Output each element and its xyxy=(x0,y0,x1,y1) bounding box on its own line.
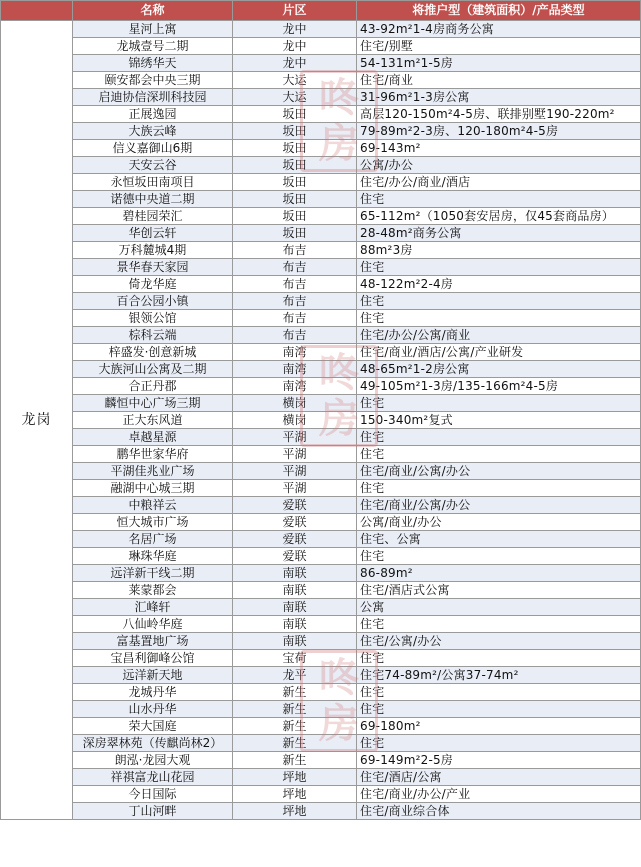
area-cell: 南联 xyxy=(233,582,357,599)
table-row xyxy=(1,361,641,378)
name-cell: 华创云轩 xyxy=(73,225,233,242)
name-cell: 鹏华世家华府 xyxy=(73,446,233,463)
area-cell: 新生 xyxy=(233,735,357,752)
header-district-blank xyxy=(1,1,73,21)
name-cell: 远洋新天地 xyxy=(73,667,233,684)
header-area: 片区 xyxy=(233,1,357,21)
name-cell: 永恒坂田南项目 xyxy=(73,174,233,191)
table-row xyxy=(1,344,641,361)
area-cell: 坂田 xyxy=(233,225,357,242)
type-cell: 48-65m²1-2房公寓 xyxy=(357,361,641,378)
table-row xyxy=(1,548,641,565)
type-cell: 31-96m²1-3房公寓 xyxy=(357,89,641,106)
table-row xyxy=(1,480,641,497)
name-cell: 碧桂园荣汇 xyxy=(73,208,233,225)
type-cell: 公寓 xyxy=(357,599,641,616)
table-row xyxy=(1,378,641,395)
area-cell: 坪地 xyxy=(233,769,357,786)
name-cell: 卓越星源 xyxy=(73,429,233,446)
type-cell: 住宅 xyxy=(357,480,641,497)
area-cell: 南湾 xyxy=(233,361,357,378)
area-cell: 南湾 xyxy=(233,344,357,361)
table-row xyxy=(1,735,641,752)
table-row xyxy=(1,55,641,72)
table-row xyxy=(1,412,641,429)
type-cell: 住宅/酒店/公寓 xyxy=(357,769,641,786)
type-cell: 88m²3房 xyxy=(357,242,641,259)
area-cell: 布吉 xyxy=(233,276,357,293)
name-cell: 正大东风道 xyxy=(73,412,233,429)
name-cell: 棕科云端 xyxy=(73,327,233,344)
type-cell: 公寓/商业/办公 xyxy=(357,514,641,531)
table-row xyxy=(1,140,641,157)
type-cell: 住宅/商业 xyxy=(357,72,641,89)
name-cell: 启迪协信深圳科技园 xyxy=(73,89,233,106)
area-cell: 新生 xyxy=(233,752,357,769)
area-cell: 南联 xyxy=(233,565,357,582)
name-cell: 梓盛发·创意新城 xyxy=(73,344,233,361)
name-cell: 祥祺富龙山花园 xyxy=(73,769,233,786)
table-row xyxy=(1,327,641,344)
table-row xyxy=(1,565,641,582)
name-cell: 深房翠林苑（传麒尚林2） xyxy=(73,735,233,752)
area-cell: 龙平 xyxy=(233,667,357,684)
name-cell: 朗泓·龙园大观 xyxy=(73,752,233,769)
table-row xyxy=(1,650,641,667)
type-cell: 住宅 xyxy=(357,735,641,752)
table-row xyxy=(1,174,641,191)
table-row xyxy=(1,531,641,548)
type-cell: 住宅 xyxy=(357,395,641,412)
watermark-char: 房 xyxy=(319,396,359,442)
table-row xyxy=(1,293,641,310)
name-cell: 锦绣华天 xyxy=(73,55,233,72)
type-cell: 住宅 xyxy=(357,548,641,565)
name-cell: 大族河山公寓及二期 xyxy=(73,361,233,378)
table-row xyxy=(1,242,641,259)
name-cell: 荣大国庭 xyxy=(73,718,233,735)
name-cell: 富基置地广场 xyxy=(73,633,233,650)
type-cell: 65-112m²（1050套安居房，仅45套商品房） xyxy=(357,208,641,225)
name-cell: 丁山河畔 xyxy=(73,803,233,820)
type-cell: 28-48m²商务公寓 xyxy=(357,225,641,242)
area-cell: 平湖 xyxy=(233,480,357,497)
type-cell: 住宅、公寓 xyxy=(357,531,641,548)
name-cell: 山水丹华 xyxy=(73,701,233,718)
area-cell: 坂田 xyxy=(233,191,357,208)
watermark-char: 咚 xyxy=(319,75,359,121)
table-row xyxy=(1,616,641,633)
name-cell: 景华春天家园 xyxy=(73,259,233,276)
type-cell: 54-131m²1-5房 xyxy=(357,55,641,72)
table-row xyxy=(1,225,641,242)
area-cell: 宝荷 xyxy=(233,650,357,667)
area-cell: 南湾 xyxy=(233,378,357,395)
name-cell: 汇峰轩 xyxy=(73,599,233,616)
type-cell: 69-180m² xyxy=(357,718,641,735)
type-cell: 住宅/商业/酒店/公寓/产业研发 xyxy=(357,344,641,361)
area-cell: 龙中 xyxy=(233,55,357,72)
name-cell: 今日国际 xyxy=(73,786,233,803)
area-cell: 布吉 xyxy=(233,259,357,276)
type-cell: 69-143m² xyxy=(357,140,641,157)
table-row xyxy=(1,157,641,174)
table-row xyxy=(1,497,641,514)
type-cell: 公寓/办公 xyxy=(357,157,641,174)
type-cell: 住宅/办公/商业/酒店 xyxy=(357,174,641,191)
type-cell: 住宅/酒店式公寓 xyxy=(357,582,641,599)
area-cell: 坪地 xyxy=(233,803,357,820)
table-row xyxy=(1,463,641,480)
area-cell: 布吉 xyxy=(233,327,357,344)
name-cell: 信义嘉御山6期 xyxy=(73,140,233,157)
area-cell: 新生 xyxy=(233,684,357,701)
type-cell: 住宅/别墅 xyxy=(357,38,641,55)
watermark-char: 咚 xyxy=(319,350,359,396)
name-cell: 中粮祥云 xyxy=(73,497,233,514)
table-row xyxy=(1,446,641,463)
header-name: 名称 xyxy=(73,1,233,21)
area-cell: 龙中 xyxy=(233,38,357,55)
area-cell: 南联 xyxy=(233,599,357,616)
name-cell: 宝昌利御峰公馆 xyxy=(73,650,233,667)
area-cell: 布吉 xyxy=(233,310,357,327)
area-cell: 龙中 xyxy=(233,21,357,38)
name-cell: 颐安都会中央三期 xyxy=(73,72,233,89)
area-cell: 布吉 xyxy=(233,242,357,259)
name-cell: 龙城壹号二期 xyxy=(73,38,233,55)
area-cell: 大运 xyxy=(233,89,357,106)
type-cell: 住宅 xyxy=(357,293,641,310)
name-cell: 万科麓城4期 xyxy=(73,242,233,259)
table-row xyxy=(1,191,641,208)
type-cell: 住宅 xyxy=(357,446,641,463)
area-cell: 爱联 xyxy=(233,531,357,548)
type-cell: 住宅 xyxy=(357,650,641,667)
district-cell: 龙岗 xyxy=(1,21,73,820)
watermark-char: 房 xyxy=(319,701,359,747)
type-cell: 高层120-150m²4-5房、联排别墅190-220m² xyxy=(357,106,641,123)
table-row xyxy=(1,208,641,225)
table-row xyxy=(1,395,641,412)
table-row xyxy=(1,701,641,718)
name-cell: 平湖佳兆业广场 xyxy=(73,463,233,480)
area-cell: 坂田 xyxy=(233,140,357,157)
type-cell: 住宅 xyxy=(357,191,641,208)
area-cell: 坂田 xyxy=(233,157,357,174)
type-cell: 43-92m²1-4房商务公寓 xyxy=(357,21,641,38)
table-row xyxy=(1,259,641,276)
area-cell: 平湖 xyxy=(233,463,357,480)
name-cell: 琳珠华庭 xyxy=(73,548,233,565)
table-row xyxy=(1,599,641,616)
type-cell: 69-149m²2-5房 xyxy=(357,752,641,769)
name-cell: 名居广场 xyxy=(73,531,233,548)
area-cell: 坂田 xyxy=(233,106,357,123)
type-cell: 住宅 xyxy=(357,310,641,327)
table-row xyxy=(1,514,641,531)
area-cell: 新生 xyxy=(233,718,357,735)
name-cell: 融湖中心城三期 xyxy=(73,480,233,497)
area-cell: 坪地 xyxy=(233,786,357,803)
name-cell: 百合公园小镇 xyxy=(73,293,233,310)
type-cell: 住宅 xyxy=(357,429,641,446)
area-cell: 爱联 xyxy=(233,548,357,565)
type-cell: 150-340m²复式 xyxy=(357,412,641,429)
name-cell: 八仙岭华庭 xyxy=(73,616,233,633)
area-cell: 平湖 xyxy=(233,446,357,463)
table-row xyxy=(1,276,641,293)
area-cell: 平湖 xyxy=(233,429,357,446)
type-cell: 住宅74-89m²/公寓37-74m² xyxy=(357,667,641,684)
table-row xyxy=(1,72,641,89)
name-cell: 诺德中央道二期 xyxy=(73,191,233,208)
type-cell: 79-89m²2-3房、120-180m²4-5房 xyxy=(357,123,641,140)
name-cell: 合正丹郡 xyxy=(73,378,233,395)
type-cell: 86-89m² xyxy=(357,565,641,582)
table-row xyxy=(1,633,641,650)
table-header-row xyxy=(1,1,641,21)
name-cell: 大族云峰 xyxy=(73,123,233,140)
type-cell: 住宅/商业/办公/产业 xyxy=(357,786,641,803)
name-cell: 莱蒙都会 xyxy=(73,582,233,599)
area-cell: 新生 xyxy=(233,701,357,718)
type-cell: 住宅/办公/公寓/商业 xyxy=(357,327,641,344)
table-row xyxy=(1,718,641,735)
type-cell: 住宅 xyxy=(357,616,641,633)
table-body xyxy=(1,21,641,820)
type-cell: 住宅/公寓/办公 xyxy=(357,633,641,650)
header-type: 将推户型（建筑面积）/产品类型 xyxy=(357,1,641,21)
type-cell: 住宅 xyxy=(357,701,641,718)
type-cell: 住宅/商业/公寓/办公 xyxy=(357,463,641,480)
table-row xyxy=(1,582,641,599)
table-row xyxy=(1,21,641,38)
table-row xyxy=(1,429,641,446)
watermark-char: 房 xyxy=(319,121,359,167)
name-cell: 龙城丹华 xyxy=(73,684,233,701)
type-cell: 住宅 xyxy=(357,684,641,701)
watermark-char: 咚 xyxy=(319,655,359,701)
table-row xyxy=(1,684,641,701)
type-cell: 48-122m²2-4房 xyxy=(357,276,641,293)
table-row xyxy=(1,786,641,803)
name-cell: 正展逸园 xyxy=(73,106,233,123)
name-cell: 天安云谷 xyxy=(73,157,233,174)
type-cell: 住宅/商业/公寓/办公 xyxy=(357,497,641,514)
name-cell: 麟恒中心广场三期 xyxy=(73,395,233,412)
area-cell: 横岗 xyxy=(233,412,357,429)
area-cell: 爱联 xyxy=(233,514,357,531)
area-cell: 横岗 xyxy=(233,395,357,412)
name-cell: 远洋新干线二期 xyxy=(73,565,233,582)
name-cell: 倚龙华庭 xyxy=(73,276,233,293)
table-row xyxy=(1,106,641,123)
area-cell: 坂田 xyxy=(233,208,357,225)
table-row xyxy=(1,310,641,327)
area-cell: 坂田 xyxy=(233,174,357,191)
name-cell: 银领公馆 xyxy=(73,310,233,327)
table-row xyxy=(1,89,641,106)
type-cell: 住宅/商业综合体 xyxy=(357,803,641,820)
table-row xyxy=(1,752,641,769)
name-cell: 星河上寓 xyxy=(73,21,233,38)
name-cell: 恒大城市广场 xyxy=(73,514,233,531)
table-row xyxy=(1,667,641,684)
area-cell: 布吉 xyxy=(233,293,357,310)
table-row xyxy=(1,38,641,55)
area-cell: 大运 xyxy=(233,72,357,89)
area-cell: 爱联 xyxy=(233,497,357,514)
area-cell: 南联 xyxy=(233,616,357,633)
type-cell: 49-105m²1-3房/135-166m²4-5房 xyxy=(357,378,641,395)
table-row xyxy=(1,769,641,786)
area-cell: 南联 xyxy=(233,633,357,650)
type-cell: 住宅 xyxy=(357,259,641,276)
table-row xyxy=(1,803,641,820)
area-cell: 坂田 xyxy=(233,123,357,140)
table-row xyxy=(1,123,641,140)
